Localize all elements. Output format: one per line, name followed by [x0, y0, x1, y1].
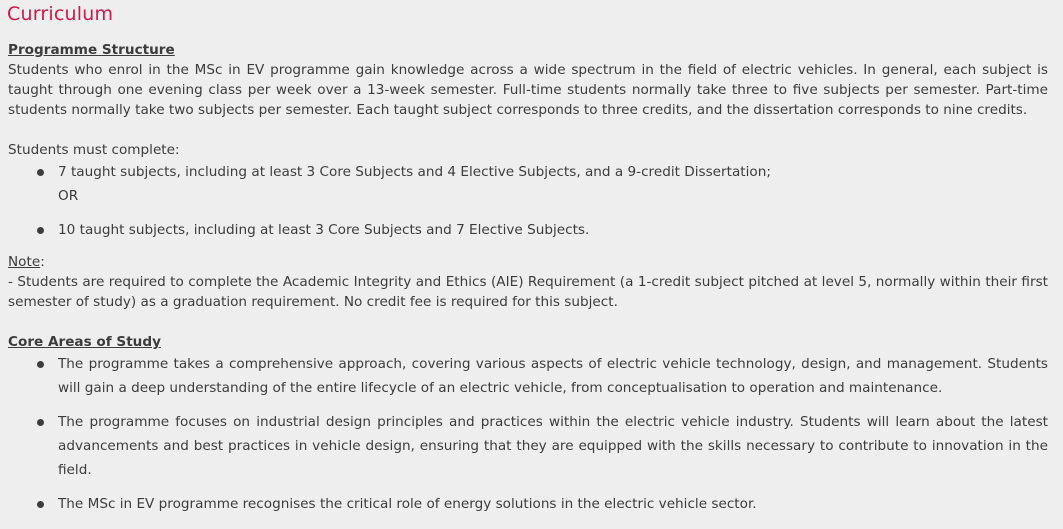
programme-structure-paragraph: Students who enrol in the MSc in EV programme gain knowledge across a wide spectrum in the field of electric vehicles. In general, each subject is taught through one evening class per week over a 13-week semester. Full-time students normally take three to five subjects per semester. Part-time students normally take two subjects per semester. Each taught subject corresponds to three credits, and the dissertation corresponds to nine credits.	[8, 62, 1048, 118]
core-area-text: The programme focuses on industrial design principles and practices within the electric vehicle industry. Students will learn about the latest advancements and best practices in vehicle design, ensuring that they are equipped with the skills necessary to contribute to innovation in the field.	[58, 414, 1048, 478]
list-item	[8, 492, 1048, 516]
spacer	[8, 120, 1048, 140]
note-label: Note	[8, 254, 41, 270]
list-item	[8, 410, 1048, 482]
spacer	[8, 312, 1048, 332]
list-item	[8, 160, 1048, 208]
note-text: - Students are required to complete the Academic Integrity and Ethics (AIE) Requirement (a 1-credit subject pitched at level 5, normally within their first semester of study) as a graduation requirement. No credit fee is required for this subject.	[8, 274, 1048, 310]
note-heading	[8, 252, 1048, 272]
must-complete-text: Students must complete:	[8, 142, 180, 158]
curriculum-content	[8, 40, 1048, 526]
core-area-text: The programme takes a comprehensive approach, covering various aspects of electric vehicle technology, design, and management. Students will gain a deep understanding of the entire lifecycle of an electric vehicle, from conceptualisation to operation and maintenance.	[58, 356, 1048, 396]
bullet-icon	[37, 419, 44, 426]
or-text: OR	[58, 188, 79, 204]
bullet-icon	[37, 169, 44, 176]
requirement-options-list	[8, 160, 1048, 242]
bullet-icon	[37, 227, 44, 234]
bullet-icon	[37, 501, 44, 508]
list-item	[8, 218, 1048, 242]
core-areas-heading: Core Areas of Study	[8, 334, 161, 350]
core-area-text: The MSc in EV programme recognises the critical role of energy solutions in the electric vehicle sector.	[58, 496, 757, 512]
page-title: Curriculum	[7, 3, 114, 25]
option-text: 10 taught subjects, including at least 3 Core Subjects and 7 Elective Subjects.	[58, 222, 590, 238]
bullet-icon	[37, 361, 44, 368]
list-item	[8, 352, 1048, 400]
option-text: 7 taught subjects, including at least 3 Core Subjects and 4 Elective Subjects, and a 9-credit Dissertation;	[58, 164, 771, 180]
programme-structure-heading: Programme Structure	[8, 42, 175, 58]
note-colon: :	[40, 254, 45, 270]
core-areas-list	[8, 352, 1048, 516]
